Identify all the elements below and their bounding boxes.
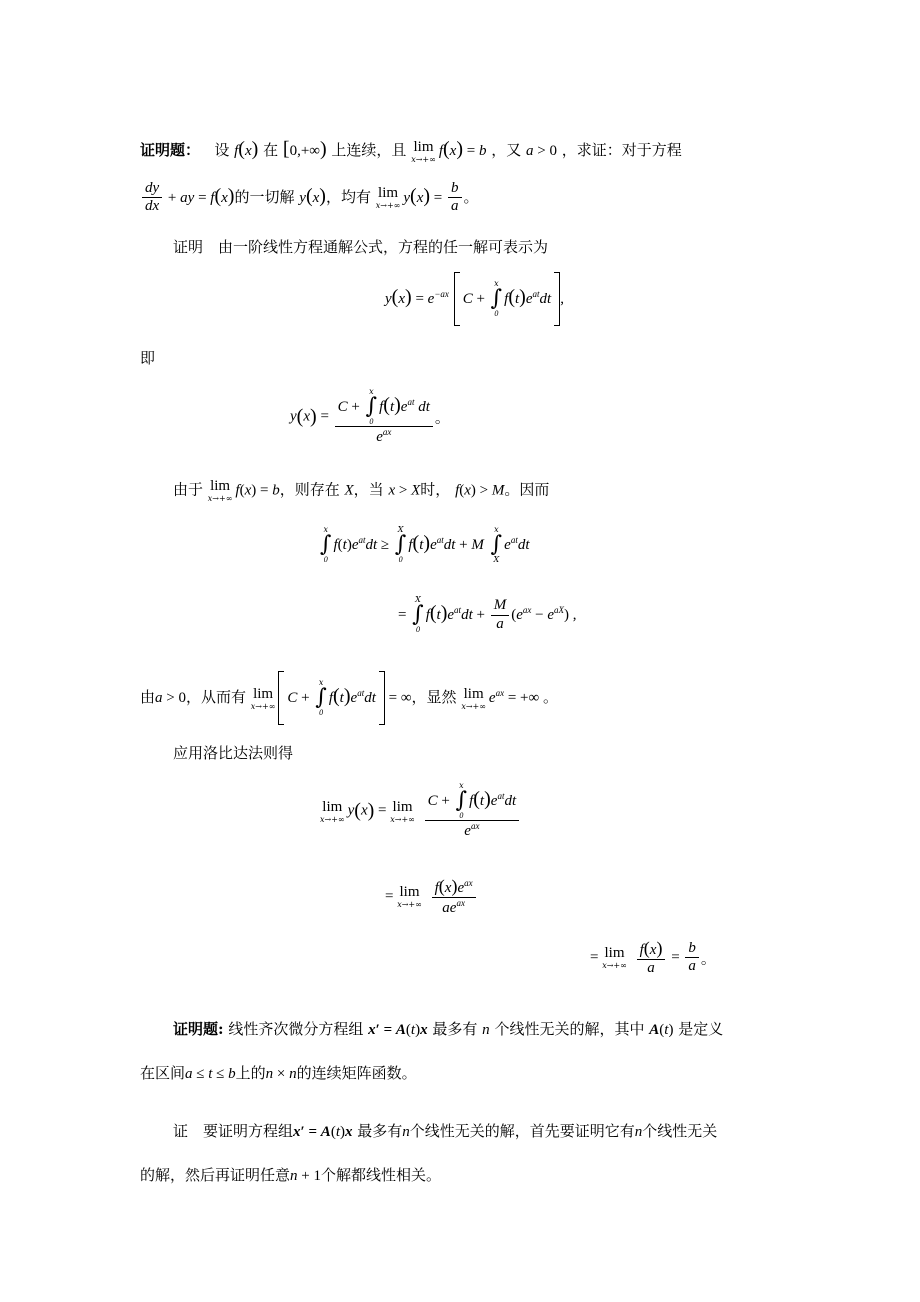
text: 的一切解	[234, 187, 295, 206]
text: ，从而有	[185, 688, 246, 706]
text: 是定义	[678, 1020, 724, 1038]
text: ，又	[491, 141, 522, 159]
text: 的解，然后再证明任意	[140, 1166, 291, 1184]
text: 最多有	[432, 1020, 478, 1038]
problem-label: 证明题:	[173, 1020, 224, 1038]
text: 个解都线性相关。	[320, 1166, 441, 1184]
proof2-line1: 证 要证明方程组x′ = A(t)x 最多有n个线性无关的解，首先要证明它有n个线性无关	[173, 1122, 718, 1140]
problem1-line1: 证明题： 设 f(x) 在 [0,+∞) 上连续，且 lim x→+∞ f(x) = b ，又 a > 0 ，求证：对于方程	[140, 138, 682, 164]
text: ，当	[353, 480, 384, 499]
text: 上的	[235, 1064, 266, 1082]
problem-label: 证明题：	[140, 141, 201, 159]
proof2-line2: 的解，然后再证明任意n + 1个解都线性相关。	[140, 1166, 441, 1184]
text: 时，	[420, 480, 451, 499]
proof1-youyu-line: 由于 lim x→+∞ f(x) = b，则存在 X，当 x > X时， f(x) > M。因而	[173, 478, 550, 503]
text: 上连续，且	[331, 141, 407, 159]
text: 。因而	[504, 480, 550, 499]
formula: f	[234, 143, 239, 159]
text: ，求证：对于方程	[561, 141, 682, 159]
formula-lhopital-3: = lim x→+∞ $\frac{f(x)}{a}$ = $\frac{b}{a}$ 。	[590, 938, 716, 977]
proof1-limit-line: 由a > 0，从而有 lim x→+∞ C + x ∫ 0 $f(t)e^{at}dt$ = ∞，显然 lim x→+∞ $e^{ax}$ = +∞ 。	[140, 671, 558, 725]
proof1-intro: 证明 由一阶线性方程通解公式，方程的任一解可表示为	[173, 238, 549, 256]
problem2-line2: 在区间a ≤ t ≤ b上的n × n的连续矩阵函数。	[140, 1064, 417, 1082]
problem1-line2: $\frac{dy}{dx}$ + ay = f(x)的一切解 y(x)，均有 lim x→+∞ y(x) = $\frac{b}{a}$ 。	[140, 180, 479, 216]
proof1-lopital: 应用洛比达法则得	[173, 744, 294, 762]
formula-inequality-2: = X ∫ 0 $f(t)e^{at}dt$ + $\frac{M}{a}$ $(e^{ax} - e^{aX})$ ,	[398, 595, 577, 634]
ji-label: 即	[140, 349, 156, 367]
text: 个线性无关的解，首先要证明它有	[409, 1122, 635, 1140]
formula-ratio: y(x) = C + x ∫ 0 $f(t)e^{at}$ dt $e^{ax}$ 。	[290, 387, 450, 445]
text: 的连续矩阵函数。	[296, 1064, 417, 1082]
text: ，显然	[411, 688, 457, 706]
text: 个线性无关的解，其中	[494, 1020, 645, 1038]
text: ，均有	[325, 187, 371, 206]
text: 由	[140, 688, 156, 706]
text: 个线性无关	[642, 1122, 718, 1140]
text: 在	[263, 141, 279, 159]
text: 证 要证明方程组	[173, 1122, 294, 1140]
text: 。	[463, 187, 479, 206]
text: 在区间	[140, 1064, 186, 1082]
formula-lhopital-2: = lim x→+∞ $\frac{f(x)e^{ax}}{ae^{ax}}$	[385, 876, 478, 918]
text: 最多有	[357, 1122, 403, 1140]
formula-inequality-1: x ∫ 0 $f(t)e^{at}dt$ ≥ X ∫ 0 $f(t)e^{at}dt + M$ x ∫ X $e^{at}dt$	[320, 525, 530, 564]
problem2-line1: 证明题: 线性齐次微分方程组 x′ = A(t)x 最多有 n 个线性无关的解，其中 A(t) 是定义	[173, 1020, 724, 1038]
text: 由于	[173, 480, 204, 499]
text: ，则存在	[279, 480, 340, 499]
formula-general-solution: $y(x) = e^{-ax}$ C + x ∫ 0 $f(t)e^{at}dt$ ,	[385, 272, 564, 326]
text: 线性齐次微分方程组	[228, 1020, 364, 1038]
text: 设	[214, 141, 230, 159]
formula-lhopital-1: lim x→+∞ y(x) = lim x→+∞ C + x ∫ 0 $f(t)e^{at}dt$ $e^{ax}$	[320, 782, 521, 840]
